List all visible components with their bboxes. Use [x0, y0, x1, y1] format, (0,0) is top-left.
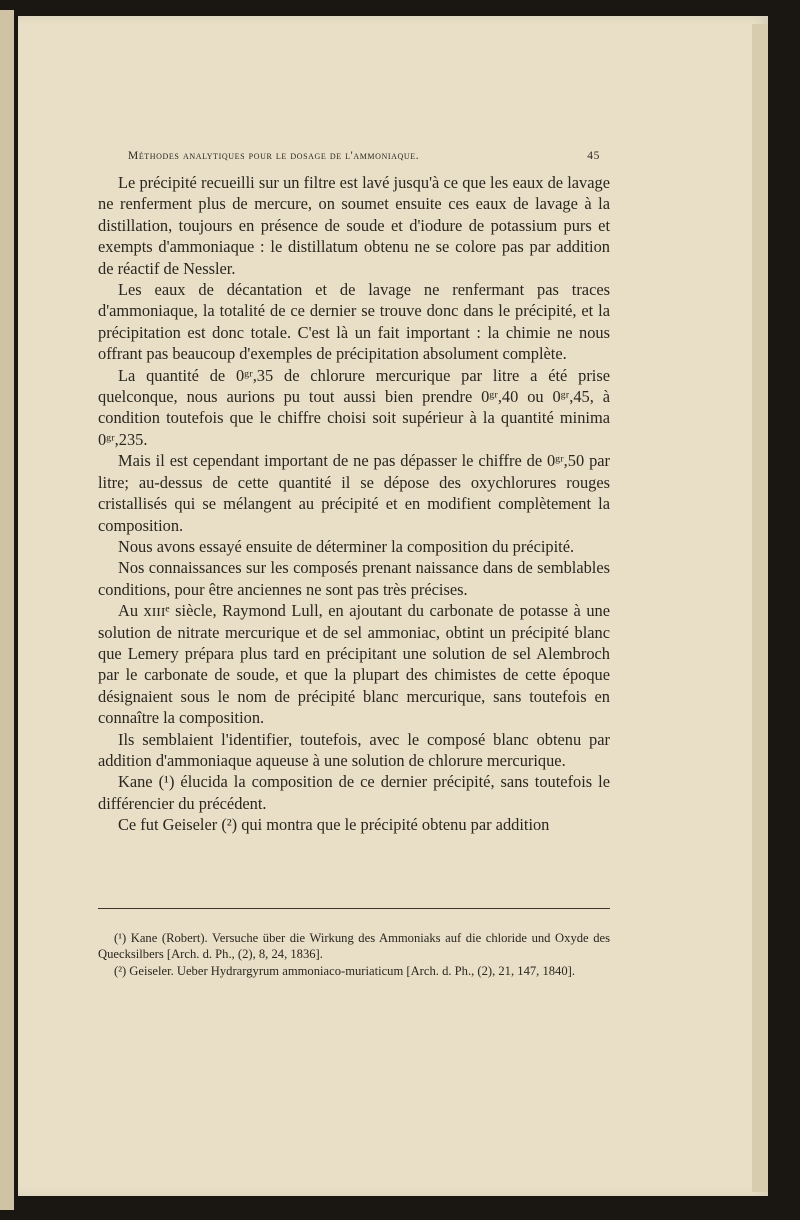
running-title: Méthodes analytiques pour le dosage de l'ammoniaque.	[128, 150, 420, 162]
footnote: (¹) Kane (Robert). Versuche über die Wirkung des Ammoniaks auf die chloride und Oxyde des Quecksilbers [Arch. d. Ph., (2), 8, 24, 1836].	[98, 931, 610, 962]
paragraph: Ils semblaient l'identifier, toutefois, avec le composé blanc obtenu par addition d'ammoniaque aqueuse à une solution de chlorure mercurique.	[98, 729, 610, 770]
paragraph: La quantité de 0ᵍʳ,35 de chlorure mercurique par litre a été prise quelconque, nous aurions pu tout aussi bien prendre 0ᵍʳ,40 ou 0ᵍʳ,45, à condition toutefois que le chiffre choisi soit supérieur à la quantité minima 0ᵍʳ,235.	[98, 365, 610, 449]
paragraph: Kane (¹) élucida la composition de ce dernier précipité, sans toutefois le différencier du précédent.	[98, 772, 610, 813]
paragraph: Au xɪɪɪᵉ siècle, Raymond Lull, en ajoutant du carbonate de potasse à une solution de nitrate mercurique et de sel ammoniac, obtint un précipité blanc que Lemery prépara plus tard en précipitant une solution de sel Alembroch par le carbonate de soude, et que la plupart des chimistes de cette époque désignaient sous le nom de précipité blanc mercurique, sans toutefois en connaître la composition.	[98, 601, 610, 728]
paragraph: Le précipité recueilli sur un filtre est lavé jusqu'à ce que les eaux de lavage ne renferment plus de mercure, on soumet ensuite ces eaux de lavage à la distillation, toujours en présence de soude et d'iodure de potassium purs et exempts d'ammoniaque : le distillatum obtenu ne se colore pas par addition de réactif de Nessler.	[98, 173, 610, 278]
page-number: 45	[587, 150, 600, 162]
footnote-divider	[98, 908, 610, 909]
footnotes	[98, 930, 610, 979]
running-head	[128, 150, 600, 162]
footnote: (²) Geiseler. Ueber Hydrargyrum ammoniaco-muriaticum [Arch. d. Ph., (2), 21, 147, 1840].	[114, 963, 575, 978]
left-page-edge	[0, 10, 14, 1210]
paragraph: Nos connaissances sur les composés prenant naissance dans de semblables conditions, pour être anciennes ne sont pas très précises.	[98, 558, 610, 599]
paragraph: Mais il est cependant important de ne pas dépasser le chiffre de 0ᵍʳ,50 par litre; au-dessus de cette quantité il se dépose des oxychlorures rouges cristallisés qui se mélangent au précipité et en modifient complètement la composition.	[98, 451, 610, 535]
paragraph: Nous avons essayé ensuite de déterminer la composition du précipité.	[118, 536, 575, 556]
page-stack-edge	[752, 24, 768, 1192]
paragraph: Ce fut Geiseler (²) qui montra que le précipité obtenu par addition	[118, 815, 550, 835]
paragraph: Les eaux de décantation et de lavage ne renfermant pas traces d'ammoniaque, la totalité de ce dernier se trouve donc dans le précipité, et la précipitation est donc totale. C'est là un fait important : la chimie ne nous offrant pas beaucoup d'exemples de précipitation absolument complète.	[98, 280, 610, 364]
body-text	[98, 172, 610, 836]
